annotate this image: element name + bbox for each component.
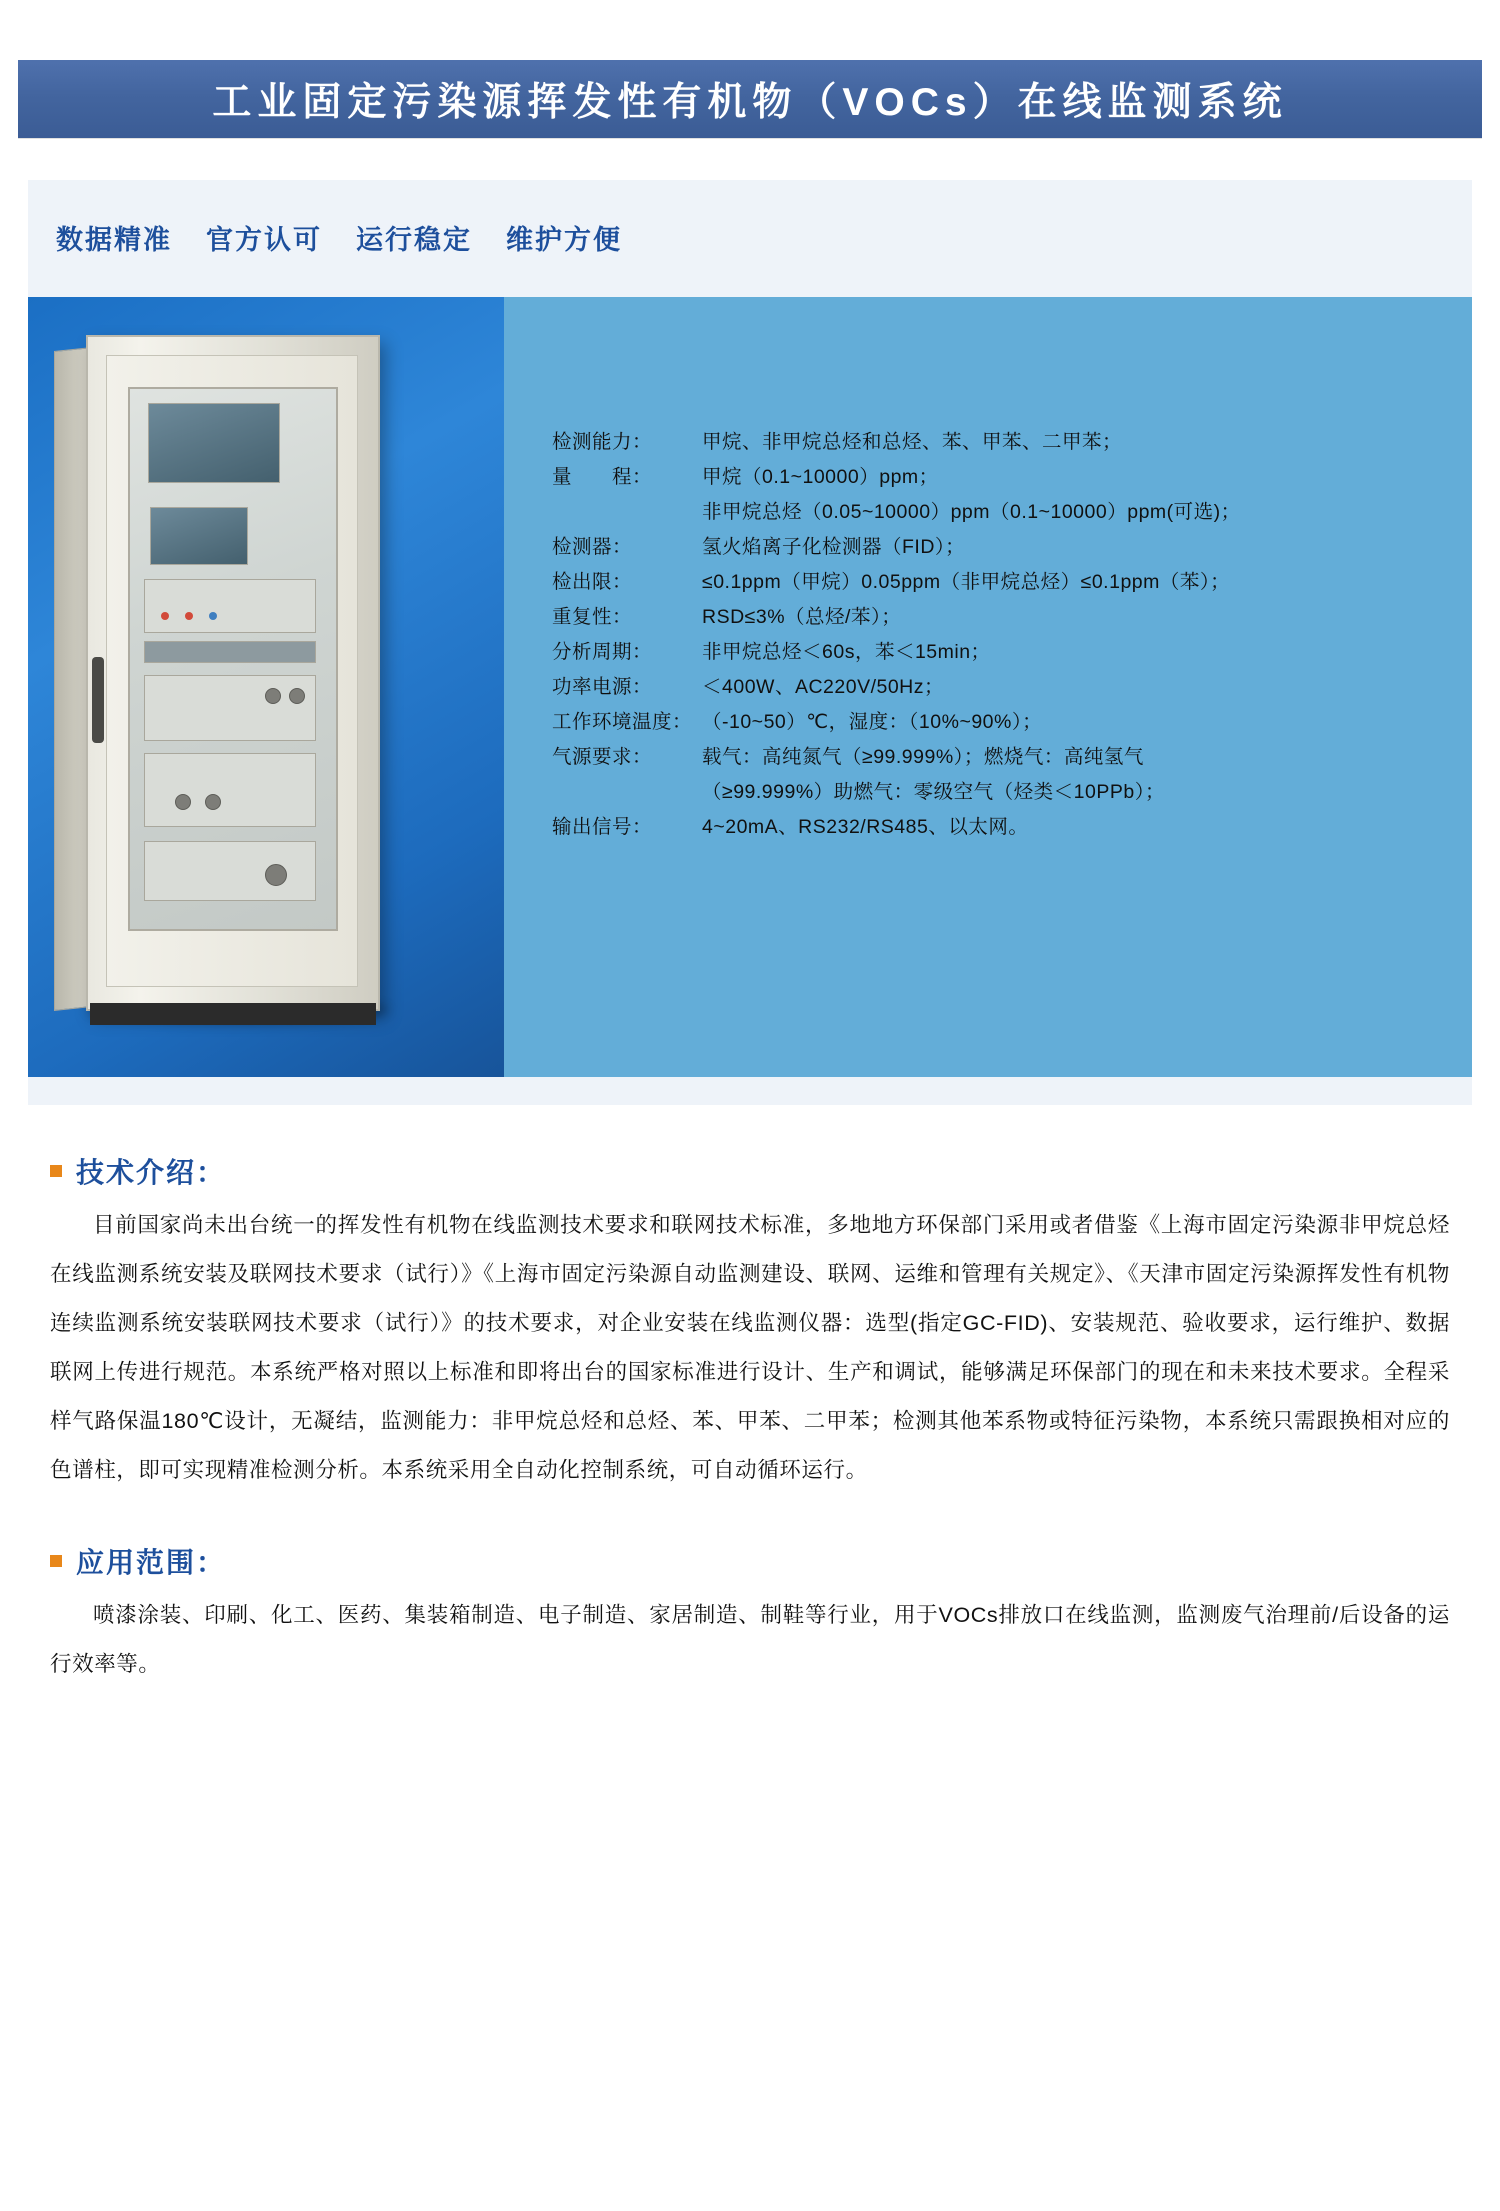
module-oven — [144, 675, 316, 741]
spec-value: ＜400W、AC220V/50Hz； — [702, 676, 945, 698]
spec-row — [552, 565, 1446, 600]
module-divider — [144, 641, 316, 663]
spec-label: 功率电源： — [552, 676, 653, 698]
cabinet-window — [128, 387, 338, 931]
feature-item-0: 数据精准 — [56, 225, 172, 255]
section-body: 喷漆涂装、印刷、化工、医药、集装箱制造、电子制造、家居制造、制鞋等行业，用于VOCs排放口在线监测，监测废气治理前/后设备的运行效率等。 — [50, 1603, 1450, 1676]
cabinet-handle — [92, 657, 104, 743]
spec-list — [552, 425, 1446, 845]
section-title: 技术介绍： — [76, 1157, 227, 1188]
spec-label: 重复性： — [552, 606, 633, 628]
module-flow-control — [144, 753, 316, 827]
module-analyzer — [144, 579, 316, 633]
spec-label: 输出信号： — [552, 816, 653, 838]
cabinet-base — [90, 1003, 376, 1025]
spec-row — [552, 705, 1446, 740]
status-led-red2 — [185, 612, 193, 620]
controller-screen — [150, 507, 248, 565]
product-spec-area — [28, 297, 1472, 1105]
spec-value: 甲烷（0.1~10000）ppm； — [702, 466, 939, 488]
spec-value-continued: 非甲烷总烃（0.05~10000）ppm（0.1~10000）ppm(可选)； — [702, 501, 1241, 523]
spec-label: 气源要求： — [552, 746, 653, 768]
spec-row — [552, 740, 1446, 775]
spec-row — [552, 425, 1446, 460]
footer-spacer — [0, 1689, 1500, 1779]
spec-value-continued: （≥99.999%）助燃气：零级空气（烃类＜10PPb）； — [702, 781, 1165, 803]
spec-value: ≤0.1ppm（甲烷）0.05ppm（非甲烷总烃）≤0.1ppm（苯）； — [702, 571, 1231, 593]
section-body: 目前国家尚未出台统一的挥发性有机物在线监测技术要求和联网技术标准，多地地方环保部门采用或者借鉴《上海市固定污染源非甲烷总烃在线监测系统安装及联网技术要求（试行）》《上海市固定污染源自动监测建设、联网、运维和管理有关规定》、《天津市固定污染源挥发性有机物连续监测系统安装联网技术要求（试行）》的技术要求，对企业安装在线监测仪器：选型(指定GC-FID)、安装规范、验收要求，运行维护、数据联网上传进行规范。本系统严格对照以上标准和即将出台的国家标准进行设计、生产和调试，能够满足环保部门的现在和未来技术要求。全程采样气路保温180℃设计，无凝结，监测能力：非甲烷总烃和总烃、苯、甲苯、二甲苯；检测其他苯系物或特征污染物，本系统只需跟换相对应的色谱柱，即可实现精准检测分析。本系统采用全自动化控制系统，可自动循环运行。 — [50, 1213, 1450, 1482]
square-bullet-icon — [50, 1165, 62, 1177]
spec-row — [552, 530, 1446, 565]
spec-value: 非甲烷总烃＜60s，苯＜15min； — [702, 641, 991, 663]
spec-label: 检测器： — [552, 536, 633, 558]
spec-row — [552, 600, 1446, 635]
spec-panel — [504, 297, 1472, 1077]
section-tech-intro — [28, 1151, 1472, 1495]
header-banner — [18, 60, 1482, 138]
spec-row — [552, 635, 1446, 670]
knob-4 — [205, 794, 221, 810]
knob-1 — [265, 688, 281, 704]
section-heading — [28, 1541, 1472, 1581]
spec-label: 分析周期： — [552, 641, 653, 663]
feature-list — [28, 218, 1472, 257]
spec-label: 工作环境温度： — [552, 711, 693, 733]
spec-value: 载气：高纯氮气（≥99.999%）；燃烧气：高纯氢气 — [702, 746, 1144, 768]
status-led-blue — [209, 612, 217, 620]
spec-value: 氢火焰离子化检测器（FID）； — [702, 536, 966, 558]
knob-3 — [175, 794, 191, 810]
feature-item-3: 维护方便 — [506, 225, 622, 255]
product-photo — [28, 297, 504, 1077]
spec-value: RSD≤3%（总烃/苯）； — [702, 606, 902, 628]
instrument-display — [148, 403, 280, 483]
knob-2 — [289, 688, 305, 704]
spec-value: （-10~50）℃，湿度：（10%~90%）； — [702, 711, 1043, 733]
spec-label: 检测能力： — [552, 431, 653, 453]
spec-value: 4~20mA、RS232/RS485、以太网。 — [702, 816, 1029, 838]
spec-row — [552, 460, 1446, 495]
section-application — [28, 1541, 1472, 1689]
module-pump — [144, 841, 316, 901]
section-title: 应用范围： — [76, 1547, 227, 1578]
feature-item-1: 官方认可 — [206, 225, 322, 255]
page-title: 工业固定污染源挥发性有机物（VOCs）在线监测系统 — [212, 81, 1288, 124]
feature-strip — [28, 180, 1472, 297]
spec-value: 甲烷、非甲烷总烃和总烃、苯、甲苯、二甲苯； — [702, 431, 1123, 453]
spec-label: 量 程： — [552, 466, 653, 488]
spec-row — [552, 810, 1446, 845]
knob-5 — [265, 864, 287, 886]
spec-label: 检出限： — [552, 571, 633, 593]
brochure-page — [0, 60, 1500, 2211]
spec-row — [552, 670, 1446, 705]
square-bullet-icon — [50, 1555, 62, 1567]
section-heading — [28, 1151, 1472, 1191]
feature-item-2: 运行稳定 — [356, 225, 472, 255]
status-led-red — [161, 612, 169, 620]
